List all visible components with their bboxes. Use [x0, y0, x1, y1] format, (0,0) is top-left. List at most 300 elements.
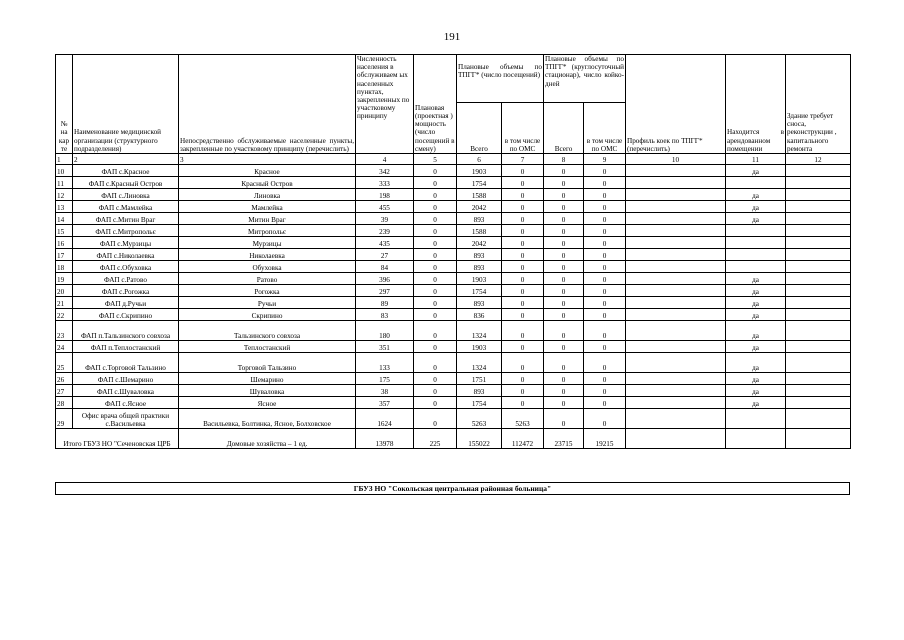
cell-no: 22 [56, 309, 73, 321]
cell-b-total: 0 [544, 237, 584, 249]
cell-v-total: 1754 [457, 177, 502, 189]
table-row [56, 373, 851, 385]
cell-cap: 0 [414, 225, 457, 237]
cell-rented: да [726, 213, 786, 225]
cell-cap: 0 [414, 321, 457, 341]
cell-rented: да [726, 285, 786, 297]
cell-settl: Красный Остров [179, 177, 356, 189]
cell-no: 29 [56, 409, 73, 429]
cell-org: ФАП с.Красный Остров [73, 177, 179, 189]
cell-rented: да [726, 321, 786, 341]
cell-no: 14 [56, 213, 73, 225]
cell-pop: 342 [356, 165, 414, 177]
cell-demo [786, 249, 851, 261]
cell-v-oms: 0 [502, 385, 544, 397]
cell-pop: 1624 [356, 409, 414, 429]
cell-v-oms: 0 [502, 297, 544, 309]
hdr-rented: Находится в арендованном помещении [726, 55, 786, 154]
header-row-1 [56, 55, 851, 103]
cell-org: ФАП п.Теплостанский [73, 341, 179, 353]
cell-pop: 455 [356, 201, 414, 213]
total-label: Итого ГБУЗ НО "Сеченовская ЦРБ [56, 429, 179, 449]
cell-v-oms: 0 [502, 249, 544, 261]
cell-profile [626, 309, 726, 321]
cell-rented [726, 225, 786, 237]
cell-b-oms: 0 [584, 189, 626, 201]
cell-b-oms: 0 [584, 341, 626, 353]
cell-cap: 0 [414, 341, 457, 353]
cell-profile [626, 397, 726, 409]
cell-b-oms: 0 [584, 237, 626, 249]
cell-org: ФАП с.Шемарино [73, 373, 179, 385]
cell-profile [626, 353, 726, 373]
cell-cap: 0 [414, 189, 457, 201]
cell-demo [786, 385, 851, 397]
cell-v-total: 1754 [457, 397, 502, 409]
cell-cap: 0 [414, 273, 457, 285]
cell-rented [726, 249, 786, 261]
table-row [56, 261, 851, 273]
cell-settl: Ясное [179, 397, 356, 409]
cell-pop: 27 [356, 249, 414, 261]
colnum: 6 [457, 154, 502, 165]
cell-rented: да [726, 353, 786, 373]
cell-v-total: 836 [457, 309, 502, 321]
cell-rented: да [726, 397, 786, 409]
cell-pop: 198 [356, 189, 414, 201]
cell-pop: 333 [356, 177, 414, 189]
cell-settl: Скрипино [179, 309, 356, 321]
table-row [56, 309, 851, 321]
total-settl: Домовые хозяйства – 1 ед. [179, 429, 356, 449]
hdr-settlements: Непосредственно обслуживаемые населенные пункты, закрепленные по участковому принципу (перечислить) [179, 55, 356, 154]
hdr-profile: Профиль коек по ТПГГ* (перечислить) [626, 55, 726, 154]
cell-cap: 0 [414, 237, 457, 249]
cell-b-total: 0 [544, 213, 584, 225]
cell-settl: Линовка [179, 189, 356, 201]
cell-v-total: 1754 [457, 285, 502, 297]
table-row [56, 165, 851, 177]
cell-v-total: 1903 [457, 341, 502, 353]
cell-v-total: 2042 [457, 237, 502, 249]
cell-v-oms: 5263 [502, 409, 544, 429]
cell-rented [726, 261, 786, 273]
cell-cap: 0 [414, 297, 457, 309]
colnum: 3 [179, 154, 356, 165]
total-v-total: 155022 [457, 429, 502, 449]
cell-pop: 351 [356, 341, 414, 353]
cell-profile [626, 385, 726, 397]
cell-settl: Торговой Тальзино [179, 353, 356, 373]
cell-org: ФАП с.Мурзицы [73, 237, 179, 249]
cell-org: ФАП с.Митропольє [73, 225, 179, 237]
cell-profile [626, 201, 726, 213]
cell-no: 13 [56, 201, 73, 213]
cell-b-total: 0 [544, 225, 584, 237]
cell-pop: 84 [356, 261, 414, 273]
cell-pop: 83 [356, 309, 414, 321]
cell-rented: да [726, 309, 786, 321]
colnum: 8 [544, 154, 584, 165]
cell-demo [786, 213, 851, 225]
cell-pop: 38 [356, 385, 414, 397]
cell-pop: 357 [356, 397, 414, 409]
cell-v-total: 2042 [457, 201, 502, 213]
table-row [56, 213, 851, 225]
cell-no: 16 [56, 237, 73, 249]
cell-v-oms: 0 [502, 177, 544, 189]
cell-cap: 0 [414, 373, 457, 385]
cell-settl: Ратово [179, 273, 356, 285]
cell-b-total: 0 [544, 385, 584, 397]
colnum: 1 [56, 154, 73, 165]
cell-b-total: 0 [544, 249, 584, 261]
cell-v-oms: 0 [502, 273, 544, 285]
cell-cap: 0 [414, 409, 457, 429]
cell-v-total: 1324 [457, 321, 502, 341]
cell-no: 12 [56, 189, 73, 201]
cell-rented: да [726, 273, 786, 285]
cell-settl: Васильевка, Болтинка, Ясное, Болховское [179, 409, 356, 429]
cell-profile [626, 321, 726, 341]
cell-b-total: 0 [544, 321, 584, 341]
table-row [56, 409, 851, 429]
cell-rented [726, 409, 786, 429]
cell-rented: да [726, 201, 786, 213]
cell-v-oms: 0 [502, 201, 544, 213]
cell-v-total: 1588 [457, 225, 502, 237]
cell-settl: Ручьи [179, 297, 356, 309]
total-b-total: 23715 [544, 429, 584, 449]
cell-no: 26 [56, 373, 73, 385]
table-row [56, 353, 851, 373]
cell-rented: да [726, 189, 786, 201]
cell-profile [626, 297, 726, 309]
colnum: 5 [414, 154, 457, 165]
cell-org: ФАП с.Ясное [73, 397, 179, 409]
cell-pop: 180 [356, 321, 414, 341]
total-cap: 225 [414, 429, 457, 449]
cell-org: ФАП п.Тальзинского совхоза [73, 321, 179, 341]
cell-demo [786, 321, 851, 341]
cell-profile [626, 341, 726, 353]
cell-b-oms: 0 [584, 397, 626, 409]
cell-pop: 396 [356, 273, 414, 285]
cell-rented: да [726, 341, 786, 353]
cell-v-total: 893 [457, 297, 502, 309]
cell-b-oms: 0 [584, 385, 626, 397]
cell-v-oms: 0 [502, 225, 544, 237]
total-empty-cell [786, 429, 851, 449]
cell-profile [626, 177, 726, 189]
cell-b-total: 0 [544, 409, 584, 429]
cell-demo [786, 409, 851, 429]
cell-settl: Красное [179, 165, 356, 177]
cell-settl: Мамлейка [179, 201, 356, 213]
cell-no: 28 [56, 397, 73, 409]
cell-no: 17 [56, 249, 73, 261]
cell-b-total: 0 [544, 297, 584, 309]
cell-b-oms: 0 [584, 353, 626, 373]
total-v-oms: 112472 [502, 429, 544, 449]
cell-pop: 89 [356, 297, 414, 309]
cell-demo [786, 273, 851, 285]
hdr-no: № на кар те [56, 55, 73, 154]
colnum: 4 [356, 154, 414, 165]
cell-cap: 0 [414, 201, 457, 213]
cell-demo [786, 201, 851, 213]
cell-demo [786, 165, 851, 177]
cell-b-oms: 0 [584, 249, 626, 261]
cell-v-total: 5263 [457, 409, 502, 429]
colnum: 2 [73, 154, 179, 165]
cell-b-oms: 0 [584, 309, 626, 321]
cell-pop: 435 [356, 237, 414, 249]
cell-b-total: 0 [544, 285, 584, 297]
cell-demo [786, 189, 851, 201]
cell-b-oms: 0 [584, 373, 626, 385]
cell-v-oms: 0 [502, 237, 544, 249]
cell-demo [786, 373, 851, 385]
colnum: 12 [786, 154, 851, 165]
cell-no: 23 [56, 321, 73, 341]
cell-v-oms: 0 [502, 321, 544, 341]
cell-rented [726, 177, 786, 189]
cell-org: ФАП с.Линовка [73, 189, 179, 201]
hdr-visits-total: Всего [457, 103, 502, 154]
cell-b-total: 0 [544, 261, 584, 273]
cell-org: ФАП с.Торговой Тальзино [73, 353, 179, 373]
cell-demo [786, 397, 851, 409]
cell-cap: 0 [414, 309, 457, 321]
column-numbers-row [56, 154, 851, 165]
table-row [56, 397, 851, 409]
colnum: 11 [726, 154, 786, 165]
cell-org: ФАП с.Митин Враг [73, 213, 179, 225]
cell-org: ФАП с.Мамлейка [73, 201, 179, 213]
cell-v-total: 893 [457, 261, 502, 273]
cell-no: 24 [56, 341, 73, 353]
cell-profile [626, 249, 726, 261]
cell-b-oms: 0 [584, 213, 626, 225]
cell-demo [786, 309, 851, 321]
page-number: 191 [443, 31, 461, 43]
cell-b-total: 0 [544, 273, 584, 285]
cell-settl: Тальзинского совхоза [179, 321, 356, 341]
colnum: 7 [502, 154, 544, 165]
colnum: 9 [584, 154, 626, 165]
table-row [56, 225, 851, 237]
cell-demo [786, 353, 851, 373]
cell-b-oms: 0 [584, 273, 626, 285]
cell-demo [786, 285, 851, 297]
table-row [56, 321, 851, 341]
cell-v-oms: 0 [502, 189, 544, 201]
cell-v-oms: 0 [502, 397, 544, 409]
cell-cap: 0 [414, 285, 457, 297]
cell-b-total: 0 [544, 189, 584, 201]
cell-v-oms: 0 [502, 165, 544, 177]
cell-org: ФАП с.Обуховка [73, 261, 179, 273]
cell-b-total: 0 [544, 165, 584, 177]
cell-org: ФАП д.Ручьи [73, 297, 179, 309]
cell-pop: 133 [356, 353, 414, 373]
cell-v-total: 1903 [457, 165, 502, 177]
table-row [56, 177, 851, 189]
cell-v-oms: 0 [502, 285, 544, 297]
table-row [56, 341, 851, 353]
cell-b-total: 0 [544, 397, 584, 409]
cell-demo [786, 177, 851, 189]
cell-org: ФАП с.Ратово [73, 273, 179, 285]
cell-profile [626, 165, 726, 177]
cell-v-total: 1751 [457, 373, 502, 385]
cell-rented [726, 237, 786, 249]
cell-b-total: 0 [544, 341, 584, 353]
cell-b-oms: 0 [584, 165, 626, 177]
cell-no: 19 [56, 273, 73, 285]
cell-v-total: 893 [457, 385, 502, 397]
total-pop: 13978 [356, 429, 414, 449]
cell-pop: 297 [356, 285, 414, 297]
cell-settl: Обуховка [179, 261, 356, 273]
colnum: 10 [626, 154, 726, 165]
cell-cap: 0 [414, 165, 457, 177]
cell-cap: 0 [414, 385, 457, 397]
cell-demo [786, 261, 851, 273]
cell-org: ФАП с.Рогожка [73, 285, 179, 297]
cell-no: 10 [56, 165, 73, 177]
cell-pop: 175 [356, 373, 414, 385]
cell-b-oms: 0 [584, 261, 626, 273]
cell-settl: Митин Враг [179, 213, 356, 225]
total-row [56, 429, 851, 449]
cell-b-oms: 0 [584, 409, 626, 429]
cell-org: ФАП с.Скрипино [73, 309, 179, 321]
hdr-beds-total: Всего [544, 103, 584, 154]
cell-rented: да [726, 297, 786, 309]
table-row [56, 237, 851, 249]
cell-b-total: 0 [544, 201, 584, 213]
cell-b-oms: 0 [584, 285, 626, 297]
cell-pop: 239 [356, 225, 414, 237]
cell-cap: 0 [414, 249, 457, 261]
cell-profile [626, 409, 726, 429]
table-row [56, 201, 851, 213]
table-row [56, 249, 851, 261]
cell-profile [626, 273, 726, 285]
cell-v-oms: 0 [502, 373, 544, 385]
cell-settl: Теплостанский [179, 341, 356, 353]
total-empty-cell [626, 429, 726, 449]
cell-demo [786, 237, 851, 249]
cell-profile [626, 285, 726, 297]
cell-b-total: 0 [544, 373, 584, 385]
cell-no: 25 [56, 353, 73, 373]
table-row [56, 189, 851, 201]
cell-cap: 0 [414, 177, 457, 189]
cell-no: 27 [56, 385, 73, 397]
cell-profile [626, 213, 726, 225]
table-row [56, 273, 851, 285]
cell-v-total: 893 [457, 249, 502, 261]
cell-profile [626, 237, 726, 249]
cell-demo [786, 341, 851, 353]
cell-cap: 0 [414, 353, 457, 373]
cell-demo [786, 225, 851, 237]
table-row [56, 285, 851, 297]
cell-v-total: 1903 [457, 273, 502, 285]
cell-cap: 0 [414, 397, 457, 409]
cell-rented: да [726, 385, 786, 397]
cell-rented: да [726, 373, 786, 385]
cell-demo [786, 297, 851, 309]
cell-settl: Митропольє [179, 225, 356, 237]
hdr-population: Численность населения в обслуживаем ых населенных пунктах, закрепленных по участковому принципу [356, 55, 414, 154]
cell-profile [626, 373, 726, 385]
cell-v-oms: 0 [502, 341, 544, 353]
cell-profile [626, 189, 726, 201]
cell-cap: 0 [414, 261, 457, 273]
cell-b-oms: 0 [584, 177, 626, 189]
cell-org: ФАП с.Красное [73, 165, 179, 177]
cell-v-total: 893 [457, 213, 502, 225]
table-row [56, 297, 851, 309]
table-row [56, 385, 851, 397]
hdr-plan-visits: Плановые объемы по ТПГГ* (число посещений) [457, 55, 544, 103]
cell-no: 20 [56, 285, 73, 297]
cell-b-total: 0 [544, 353, 584, 373]
cell-no: 11 [56, 177, 73, 189]
total-b-oms: 19215 [584, 429, 626, 449]
cell-no: 21 [56, 297, 73, 309]
cell-settl: Рогожка [179, 285, 356, 297]
cell-v-oms: 0 [502, 213, 544, 225]
cell-b-oms: 0 [584, 321, 626, 341]
hdr-org: Наименование медицинской организации (структурного подразделения) [73, 55, 179, 154]
cell-b-oms: 0 [584, 297, 626, 309]
cell-settl: Шемарино [179, 373, 356, 385]
cell-org: ФАП с.Шуваловка [73, 385, 179, 397]
cell-settl: Николаевка [179, 249, 356, 261]
cell-b-oms: 0 [584, 201, 626, 213]
hdr-beds-oms: в том числе по ОМС [584, 103, 626, 154]
cell-cap: 0 [414, 213, 457, 225]
hdr-plan-beds: Плановые объемы по ТПГГ* (круглосуточный стационар), число койко-дней [544, 55, 626, 103]
cell-rented: да [726, 165, 786, 177]
cell-v-total: 1324 [457, 353, 502, 373]
cell-no: 15 [56, 225, 73, 237]
cell-v-oms: 0 [502, 353, 544, 373]
cell-b-total: 0 [544, 177, 584, 189]
cell-profile [626, 261, 726, 273]
hdr-capacity: Плановая (проектная ) мощность (число посещений в смену) [414, 55, 457, 154]
cell-profile [626, 225, 726, 237]
cell-settl: Шуваловка [179, 385, 356, 397]
hdr-demolition: Здание требует сноса, реконструкции , капитального ремонта [786, 55, 851, 154]
cell-v-oms: 0 [502, 261, 544, 273]
cell-settl: Мурзицы [179, 237, 356, 249]
cell-v-oms: 0 [502, 309, 544, 321]
facilities-table [55, 54, 851, 449]
cell-pop: 39 [356, 213, 414, 225]
cell-org: Офис врача общей практики с.Васильевка [73, 409, 179, 429]
cell-b-oms: 0 [584, 225, 626, 237]
next-organization-title: ГБУЗ НО "Сокольская центральная районная больница" [55, 482, 850, 495]
total-empty-cell [726, 429, 786, 449]
cell-b-total: 0 [544, 309, 584, 321]
cell-no: 18 [56, 261, 73, 273]
